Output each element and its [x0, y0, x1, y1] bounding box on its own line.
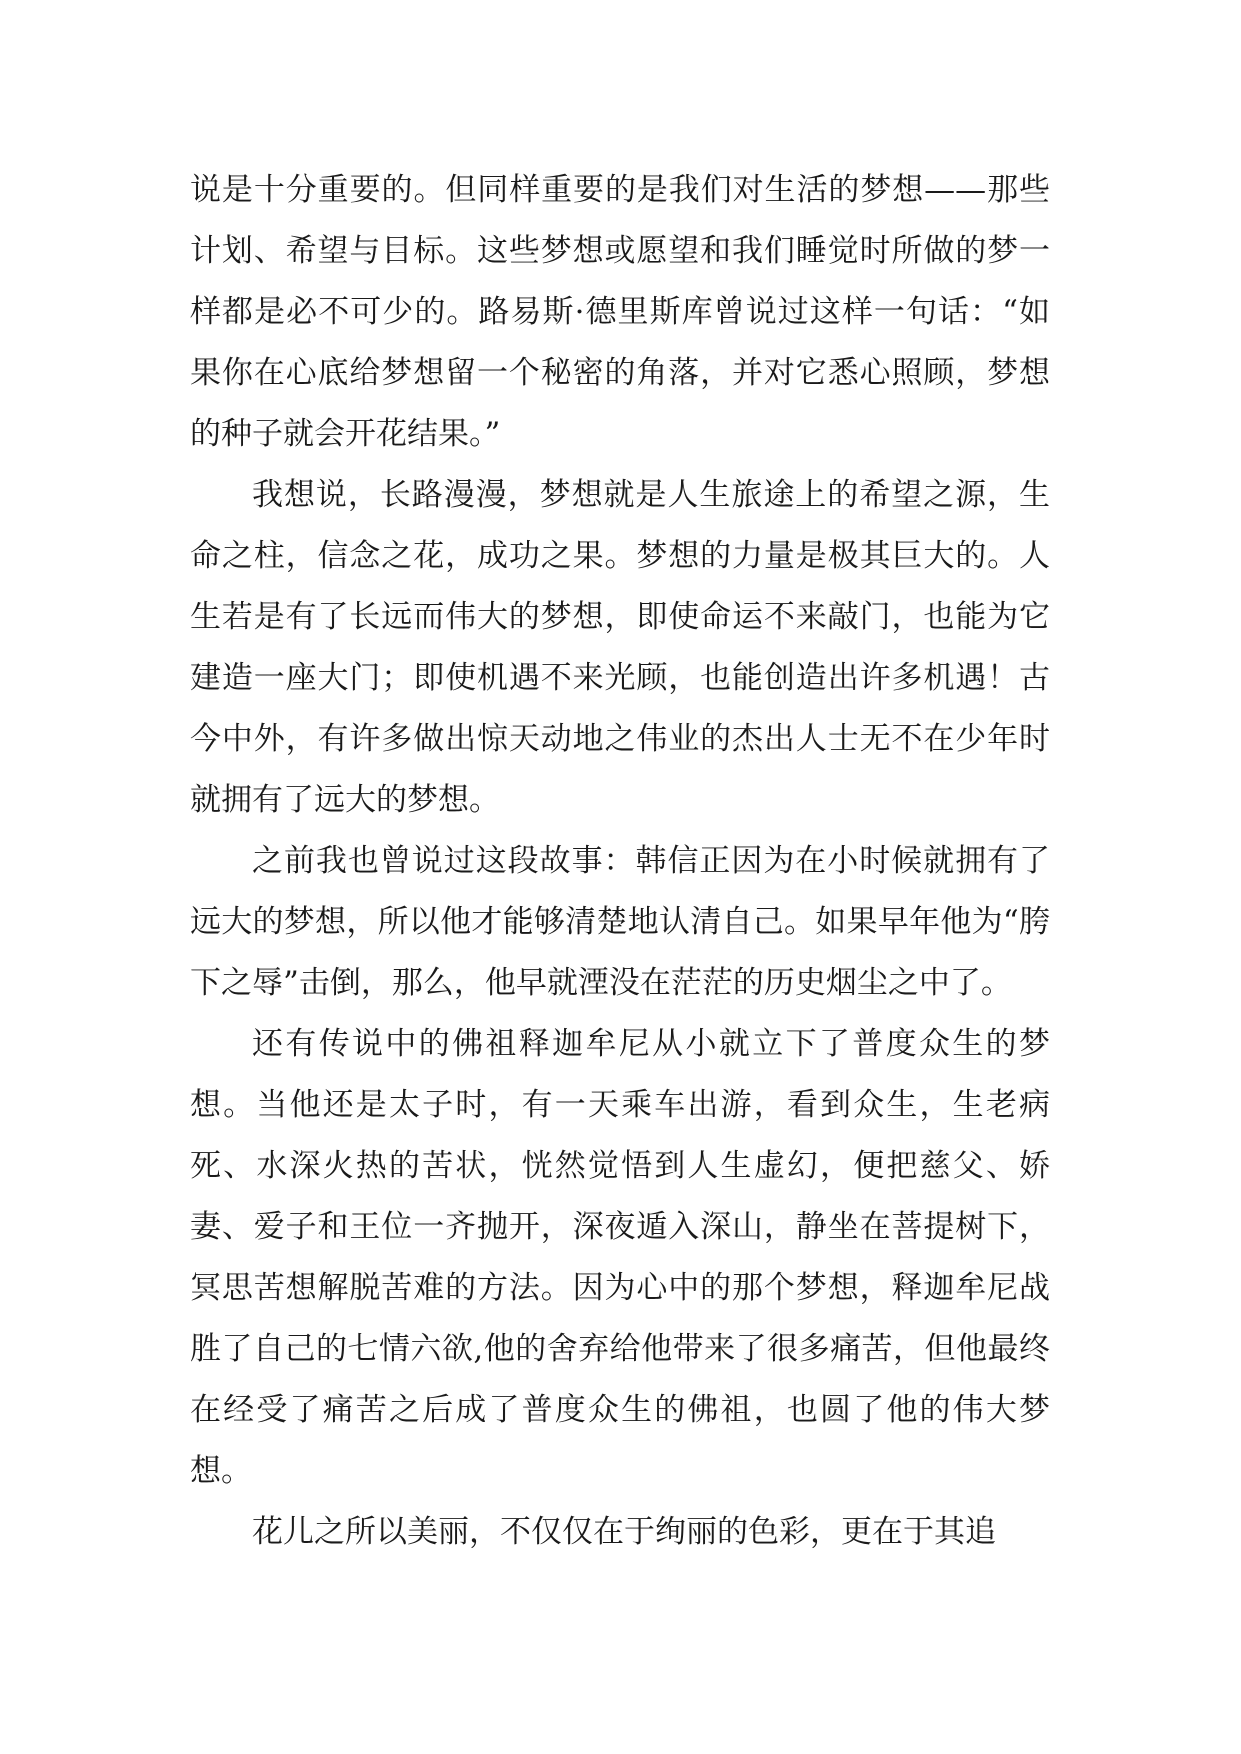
paragraph-3: 之前我也曾说过这段故事：韩信正因为在小时候就拥有了远大的梦想，所以他才能够清楚地认清自己。如果早年他为“胯下之辱”击倒，那么，他早就湮没在茫茫的历史烟尘之中了。: [190, 843, 1050, 1001]
paragraph-2: 我想说，长路漫漫，梦想就是人生旅途上的希望之源，生命之柱，信念之花，成功之果。梦想的力量是极其巨大的。人生若是有了长远而伟大的梦想，即使命运不来敲门，也能为它建造一座大门；即使机遇不来光顾，也能创造出许多机遇！古今中外，有许多做出惊天动地之伟业的杰出人士无不在少年时就拥有了远大的梦想。: [190, 477, 1050, 818]
paragraph-5: 花儿之所以美丽，不仅仅在于绚丽的色彩，更在于其追: [252, 1514, 996, 1550]
paragraph-1: 说是十分重要的。但同样重要的是我们对生活的梦想——那些计划、希望与目标。这些梦想或愿望和我们睡觉时所做的梦一样都是必不可少的。路易斯·德里斯库曾说过这样一句话：“如果你在心底给梦想留一个秘密的角落，并对它悉心照顾，梦想的种子就会开花结果。”: [190, 172, 1050, 452]
paragraph-4: 还有传说中的佛祖释迦牟尼从小就立下了普度众生的梦想。当他还是太子时，有一天乘车出游，看到众生，生老病死、水深火热的苦状，恍然觉悟到人生虚幻，便把慈父、娇妻、爱子和王位一齐抛开，深夜遁入深山，静坐在菩提树下，冥思苦想解脱苦难的方法。因为心中的那个梦想，释迦牟尼战胜了自己的七情六欲,他的舍弃给他带来了很多痛苦，但他最终在经受了痛苦之后成了普度众生的佛祖，也圆了他的伟大梦想。: [190, 1026, 1050, 1489]
body-text: [190, 160, 1050, 1563]
